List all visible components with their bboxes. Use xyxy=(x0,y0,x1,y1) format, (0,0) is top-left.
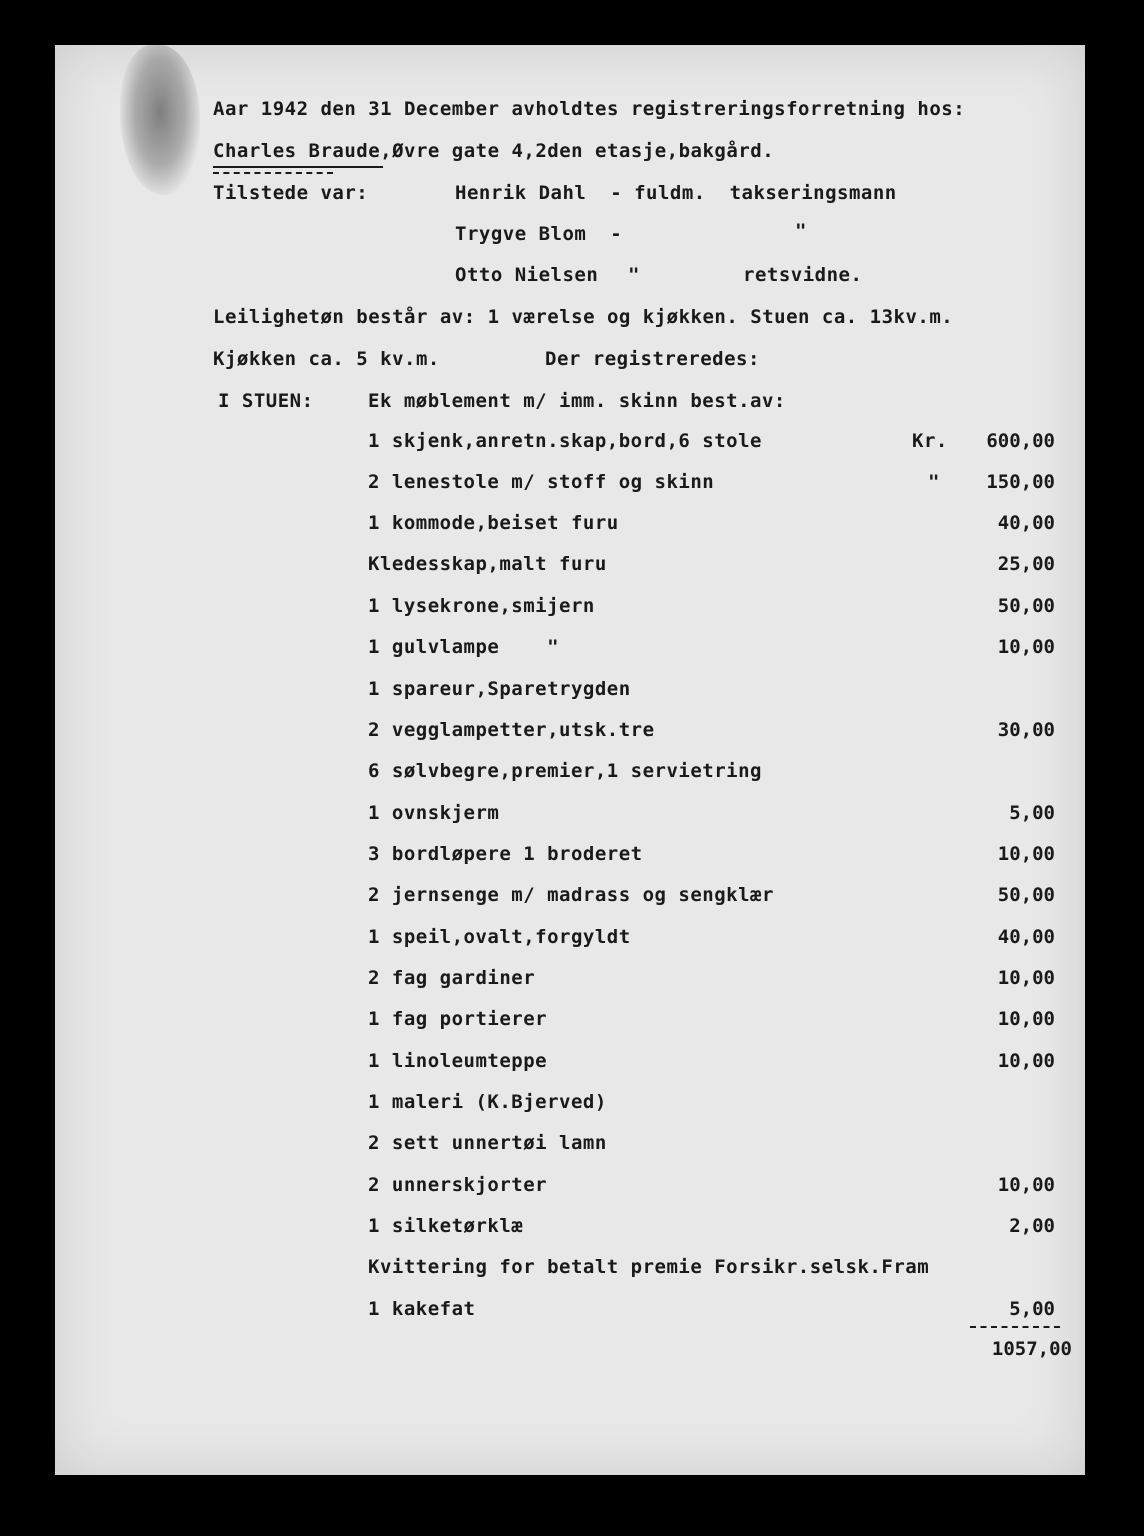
apartment-line-2a: Kjøkken ca. 5 kv.m. xyxy=(213,348,440,370)
person-1: Henrik Dahl - fuldm. takseringsmann xyxy=(455,182,897,204)
item-description: 1 kakefat xyxy=(368,1298,476,1320)
apartment-line-2b: Der registreredes: xyxy=(545,348,760,370)
header-line-1: Aar 1942 den 31 December avholdtes registreringsforretning hos: xyxy=(213,98,966,120)
item-amount: 150,00 xyxy=(986,471,1055,493)
item-description: 2 jernsenge m/ madrass og sengklær xyxy=(368,884,774,906)
item-description: 2 lenestole m/ stoff og skinn xyxy=(368,471,715,493)
item-amount: 50,00 xyxy=(997,595,1055,617)
item-amount: 40,00 xyxy=(997,926,1055,948)
item-amount: 30,00 xyxy=(997,719,1055,741)
apartment-line-1: Leilighetøn består av: 1 værelse og kjøkken. Stuen ca. 13kv.m. xyxy=(213,306,954,328)
item-amount: 5,00 xyxy=(1009,1298,1055,1320)
item-description: 6 sølvbegre,premier,1 servietring xyxy=(368,760,762,782)
item-description: 3 bordløpere 1 broderet xyxy=(368,843,643,865)
item-description: 1 ovnskjerm xyxy=(368,802,500,824)
item-amount: 10,00 xyxy=(997,636,1055,658)
item-amount: 50,00 xyxy=(997,884,1055,906)
item-description: 2 fag gardiner xyxy=(368,967,536,989)
item-description: 1 kommode,beiset furu xyxy=(368,512,619,534)
item-description: 1 fag portierer xyxy=(368,1008,548,1030)
item-description: 1 spareur,Sparetrygden xyxy=(368,678,631,700)
item-amount: 10,00 xyxy=(997,1050,1055,1072)
underline-dashed xyxy=(213,172,333,174)
item-description: 1 maleri (K.Bjerved) xyxy=(368,1091,607,1113)
person-3-role: retsvidne. xyxy=(743,264,863,286)
item-amount: 10,00 xyxy=(997,967,1055,989)
item-description: 1 lysekrone,smijern xyxy=(368,595,595,617)
set-line: Ek møblement m/ imm. skinn best.av: xyxy=(368,390,786,412)
item-description: 1 linoleumteppe xyxy=(368,1050,548,1072)
item-amount: 2,00 xyxy=(1009,1215,1055,1237)
item-amount: 10,00 xyxy=(997,1174,1055,1196)
item-description: 2 unnerskjorter xyxy=(368,1174,548,1196)
item-description: Kledesskap,malt furu xyxy=(368,553,607,575)
item-description: Kvittering for betalt premie Forsikr.selsk.Fram xyxy=(368,1256,930,1278)
item-prefix: Kr. xyxy=(912,430,948,452)
item-amount: 5,00 xyxy=(1009,802,1055,824)
item-amount: 10,00 xyxy=(997,1008,1055,1030)
person-2: Trygve Blom - xyxy=(455,223,623,245)
person-3-mark: " xyxy=(628,264,640,286)
item-description: 2 vegglampetter,utsk.tre xyxy=(368,719,655,741)
underline xyxy=(213,166,383,168)
room-label: I STUEN: xyxy=(218,390,314,412)
item-description: 1 silketørklæ xyxy=(368,1215,524,1237)
present-label: Tilstede var: xyxy=(213,182,369,204)
header-line-2: Charles Braude,Øvre gate 4,2den etasje,bakgård. xyxy=(213,140,775,162)
item-description: 1 speil,ovalt,forgyldt xyxy=(368,926,631,948)
item-prefix: " xyxy=(928,471,940,493)
person-2-ditto: " xyxy=(795,220,807,242)
total-amount: 1057,00 xyxy=(991,1338,1072,1360)
total-rule xyxy=(970,1326,1060,1328)
item-amount: 10,00 xyxy=(997,843,1055,865)
item-amount: 600,00 xyxy=(986,430,1055,452)
person-3: Otto Nielsen xyxy=(455,264,623,286)
item-amount: 25,00 xyxy=(997,553,1055,575)
item-description: 2 sett unnertøi lamn xyxy=(368,1132,607,1154)
item-description: 1 gulvlampe " xyxy=(368,636,560,658)
item-description: 1 skjenk,anretn.skap,bord,6 stole xyxy=(368,430,762,452)
item-amount: 40,00 xyxy=(997,512,1055,534)
